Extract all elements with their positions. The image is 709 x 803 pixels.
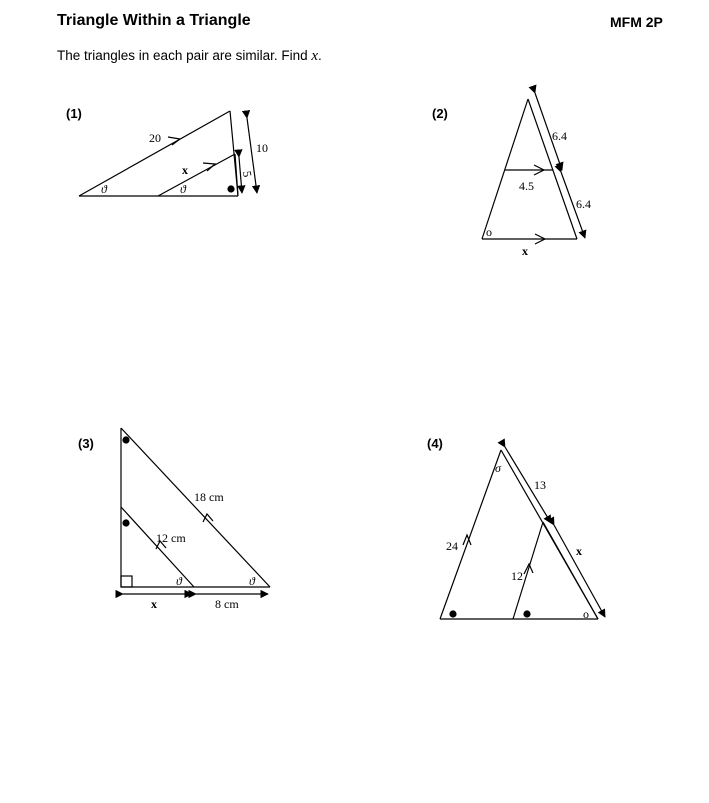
p2-label-lower: 6.4 [576,197,591,211]
p1-height-big-arrow [247,118,257,193]
p1-label-x: x [182,163,188,177]
problem-2-number: (2) [432,106,448,121]
problem-1-number: (1) [66,106,82,121]
instruction-end: . [318,48,322,63]
p4-label-24: 24 [446,539,458,553]
p1-parallel-arrow-big [168,137,180,145]
diagram-problem-3 [121,428,270,594]
p4-angle-dot-big [450,611,456,617]
p2-angle-o: o [486,225,492,239]
p4-big-left-side [440,450,501,619]
p1-angle-left: ϑ [101,182,107,196]
p4-angle-right: o [583,607,589,621]
p3-right-angle-box [121,576,132,587]
p1-angle-dot [228,186,234,192]
p4-angle-dot-small [524,611,530,617]
p3-label-18cm: 18 cm [194,490,224,504]
diagram-problem-4 [440,447,605,619]
p3-angle-outer: ϑ [249,574,255,588]
p4-small-right-side [543,522,598,619]
p2-label-x: x [522,244,528,258]
p1-small-hypotenuse [158,154,235,196]
page-title: Triangle Within a Triangle [57,12,251,29]
p2-right-side [528,99,577,239]
p4-angle-top: σ [495,461,501,475]
p4-x-segment-arrow [554,525,605,617]
diagram-problem-2 [482,93,585,244]
p4-label-12: 12 [511,569,523,583]
instruction-variable: x [311,48,319,64]
p3-angle-dot-top [123,437,129,443]
p1-label-10: 10 [256,141,268,155]
p3-big-hypotenuse [121,428,270,587]
p3-label-x: x [151,597,157,611]
p4-label-x: x [576,544,582,558]
p4-label-13: 13 [534,478,546,492]
p2-label-upper: 6.4 [552,129,567,143]
problem-3-number: (3) [78,436,94,451]
p1-label-20: 20 [149,131,161,145]
p3-label-12cm: 12 cm [156,531,186,545]
p3-label-8cm: 8 cm [215,597,239,611]
p3-angle-dot-mid [123,520,129,526]
p2-left-side [482,99,528,239]
course-code: MFM 2P [610,14,663,30]
p1-label-5: 5 [239,169,255,179]
p1-angle-mid: ϑ [180,182,186,196]
problem-4-number: (4) [427,436,443,451]
p2-label-mid: 4.5 [519,179,534,193]
instruction-text: The triangles in each pair are similar. Find [57,48,312,63]
p3-angle-inner: ϑ [176,574,182,588]
